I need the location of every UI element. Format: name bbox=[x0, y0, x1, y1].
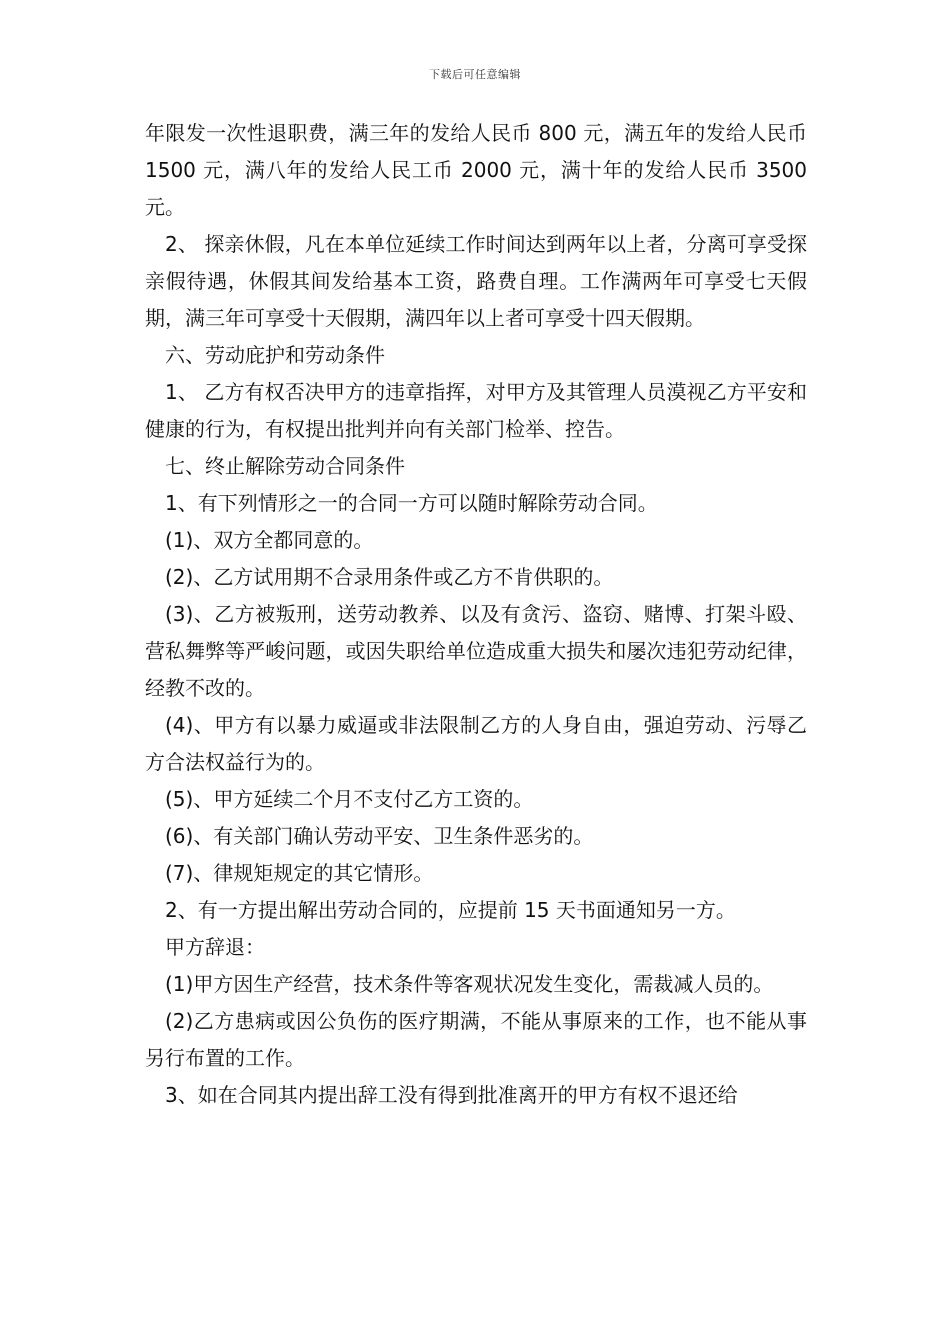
paragraph-right-to-refuse: 1、 乙方有权否决甲方的违章指挥，对甲方及其管理人员漠视乙方平安和健康的行为，有权提出批判并向有关部门检举、控告。 bbox=[145, 380, 807, 441]
list-item-6: (6)、有关部门确认劳动平安、卫生条件恶劣的。 bbox=[165, 824, 594, 848]
paragraph-family-leave: 2、 探亲休假，凡在本单位延续工作时间达到两年以上者，分离可享受探亲假待遇，休假其间发给基本工资，路费自理。工作满两年可享受七天假期，满三年可享受十天假期，满四年以上者可享受十四天假期。 bbox=[145, 232, 807, 330]
paragraph-severance: 年限发一次性退职费，满三年的发给人民币 800 元，满五年的发给人民币 1500 元，满八年的发给人民工币 2000 元，满十年的发给人民币 3500 元。 bbox=[145, 121, 807, 219]
paragraph-notice-period: 2、有一方提出解出劳动合同的，应提前 15 天书面通知另一方。 bbox=[165, 898, 736, 922]
list-item-5: (5)、甲方延续二个月不支付乙方工资的。 bbox=[165, 787, 534, 811]
page-header: 下载后可任意编辑 bbox=[429, 68, 521, 81]
dismissal-item-1: (1)甲方因生产经营，技术条件等客观状况发生变化，需裁减人员的。 bbox=[165, 972, 774, 996]
paragraph-termination-conditions: 1、有下列情形之一的合同一方可以随时解除劳动合同。 bbox=[165, 491, 658, 515]
list-item-1: (1)、双方全都同意的。 bbox=[165, 528, 374, 552]
section-heading-termination: 七、终止解除劳动合同条件 bbox=[165, 454, 405, 478]
section-heading-labor-protection: 六、劳动庇护和劳动条件 bbox=[165, 343, 385, 367]
list-item-3: (3)、乙方被叛刑，送劳动教养、以及有贪污、盗窃、赌博、打架斗殴、营私舞弊等严峻问题，或因失职给单位造成重大损失和屡次违犯劳动纪律，经教不改的。 bbox=[145, 602, 807, 700]
list-item-7: (7)、律规矩规定的其它情形。 bbox=[165, 861, 434, 885]
dismissal-item-2: (2)乙方患病或因公负伤的医疗期满，不能从事原来的工作，也不能从事另行布置的工作。 bbox=[145, 1009, 807, 1070]
subheading-dismissal: 甲方辞退： bbox=[165, 935, 265, 959]
paragraph-resignation: 3、如在合同其内提出辞工没有得到批准离开的甲方有权不退还给 bbox=[165, 1083, 738, 1107]
list-item-2: (2)、乙方试用期不合录用条件或乙方不肯供职的。 bbox=[165, 565, 614, 589]
list-item-4: (4)、甲方有以暴力威逼或非法限制乙方的人身自由，强迫劳动、污辱乙方合法权益行为的。 bbox=[145, 713, 807, 774]
document-body bbox=[145, 115, 807, 1114]
